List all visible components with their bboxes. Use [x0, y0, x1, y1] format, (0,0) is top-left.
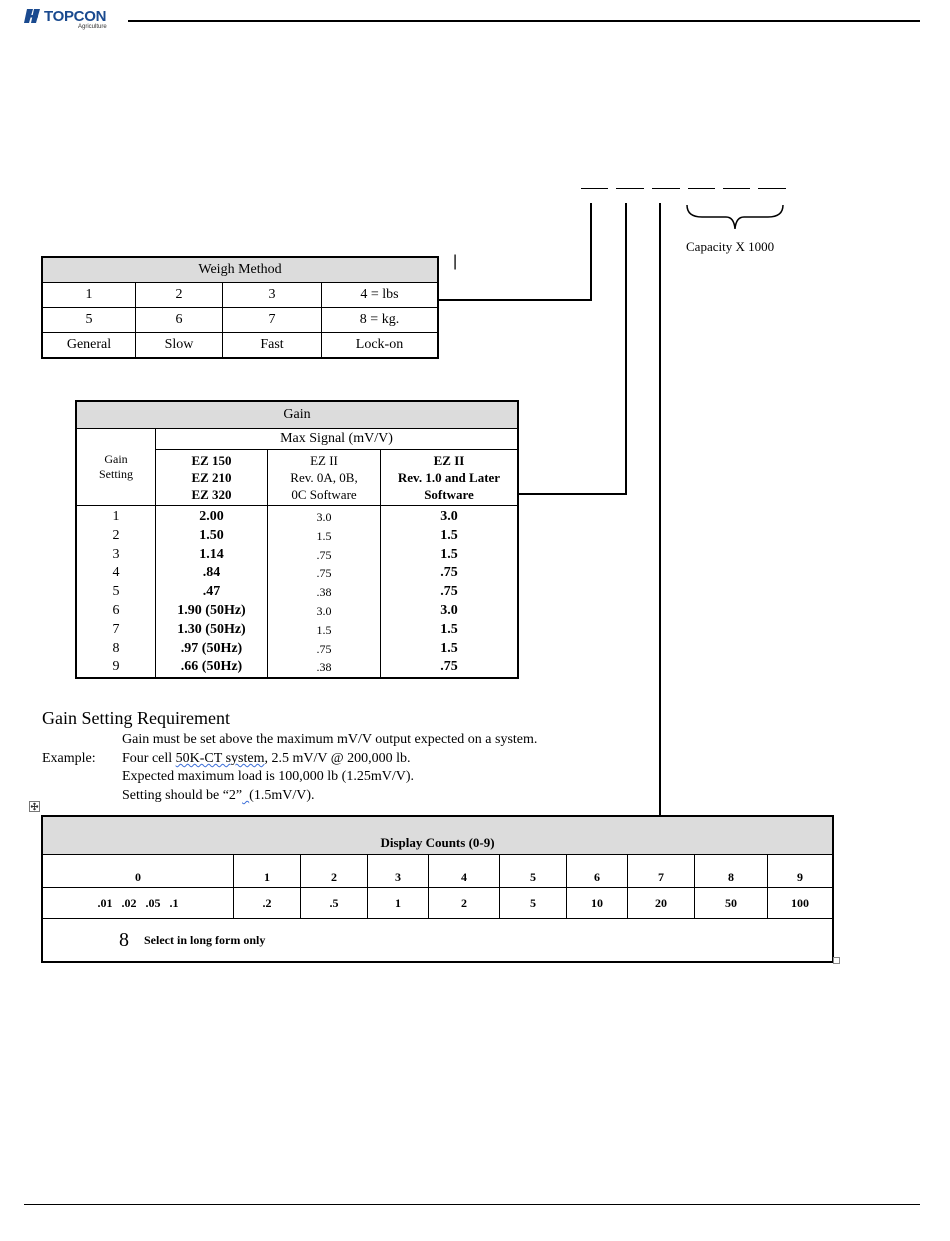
display-count-value: 2 [429, 888, 500, 919]
line2-post: , 2.5 mV/V @ 200,000 lb. [264, 751, 411, 766]
ez-signal-cell: .47 [156, 583, 268, 602]
gain-setting-cell: 6 [76, 602, 156, 621]
ez2-old-signal-cell: .75 [268, 640, 381, 659]
ez-signal-cell: 1.90 (50Hz) [156, 602, 268, 621]
note-number: 8 [119, 928, 129, 951]
gain-row [76, 621, 518, 640]
gain-setting-cell: 3 [76, 546, 156, 565]
ez2-new-signal-cell: 3.0 [381, 602, 519, 621]
note-text: Select in long form only [144, 932, 266, 947]
display-count-header: 0 [42, 855, 234, 888]
gain-setting-cell: 5 [76, 583, 156, 602]
ez-signal-cell: .84 [156, 564, 268, 583]
gain-row [76, 564, 518, 583]
gain-setting-cell: 1 [76, 506, 156, 527]
ez2-old-line: Rev. 0A, 0B, [290, 470, 358, 485]
weigh-method-title: Weigh Method [42, 257, 438, 283]
display-count-value: .01 .02 .05 .1 [42, 888, 234, 919]
gain-setting-cell: 7 [76, 621, 156, 640]
display-count-header: 1 [234, 855, 301, 888]
display-counts-title: Display Counts (0-9) [42, 816, 833, 855]
display-counts-header-row [42, 855, 833, 888]
ez2-new-signal-cell: .75 [381, 564, 519, 583]
ez2-old-signal-cell: .38 [268, 583, 381, 602]
ez2-new-signal-cell: .75 [381, 583, 519, 602]
footer-rule [24, 1204, 920, 1205]
display-count-header: 6 [567, 855, 628, 888]
gain-row [76, 583, 518, 602]
gain-setting-cell: 4 [76, 564, 156, 583]
gain-row [76, 640, 518, 659]
weigh-method-cell: Fast [223, 333, 322, 359]
ez2-new-signal-cell: 1.5 [381, 546, 519, 565]
gain-row [76, 602, 518, 621]
gain-setting-header-line: Gain [104, 452, 128, 466]
header-rule [128, 20, 920, 22]
logo-text: TOPCON [44, 8, 107, 25]
ez2-old-signal-cell: 3.0 [268, 506, 381, 527]
weigh-method-cell: 8 = kg. [322, 308, 439, 333]
ez-signal-cell: 1.14 [156, 546, 268, 565]
weigh-method-cell: 6 [136, 308, 223, 333]
display-count-header: 9 [768, 855, 834, 888]
display-count-header: 3 [368, 855, 429, 888]
gain-row [76, 506, 518, 527]
ez-model-line: EZ 320 [191, 487, 232, 502]
requirement-line-2 [122, 751, 411, 767]
ez2-old-signal-cell: 3.0 [268, 602, 381, 621]
table-resize-handle[interactable] [833, 957, 840, 964]
weigh-method-cell: General [42, 333, 136, 359]
line4-pre: Setting should be “2” [122, 788, 243, 803]
ez-model-line: EZ 210 [191, 470, 232, 485]
display-counts-table [41, 815, 834, 963]
topcon-logo [24, 8, 124, 34]
display-count-value: 5 [500, 888, 567, 919]
ez2-new-signal-cell: 1.5 [381, 640, 519, 659]
max-signal-header: Max Signal (mV/V) [156, 429, 519, 450]
weigh-method-cell: 3 [223, 283, 322, 308]
capacity-brace-icon [684, 203, 786, 233]
ez2-new-line: Software [424, 487, 474, 502]
ez-signal-cell: 2.00 [156, 506, 268, 527]
display-count-header: 8 [695, 855, 768, 888]
weigh-method-table [41, 256, 439, 359]
line2-flagged: 50K-CT system [175, 751, 265, 766]
line4-post: (1.5mV/V). [249, 788, 315, 803]
gain-row [76, 658, 518, 678]
gain-setting-cell: 2 [76, 527, 156, 546]
requirement-line-1: Gain must be set above the maximum mV/V output expected on a system. [122, 732, 538, 747]
weigh-method-cell: Lock-on [322, 333, 439, 359]
ez-model-line: EZ 150 [191, 453, 232, 468]
gain-row [76, 527, 518, 546]
ez2-new-signal-cell: 1.5 [381, 527, 519, 546]
weigh-method-cell: 2 [136, 283, 223, 308]
display-count-value: 100 [768, 888, 834, 919]
topcon-mark-icon [24, 9, 42, 23]
weigh-method-cell: 7 [223, 308, 322, 333]
display-count-value: 20 [628, 888, 695, 919]
gain-row [76, 546, 518, 565]
ez2-old-line: EZ II [310, 453, 338, 468]
weigh-method-cell: 5 [42, 308, 136, 333]
example-label: Example: [42, 751, 96, 766]
logo-subtitle: Agriculture [78, 24, 107, 30]
display-count-value: 10 [567, 888, 628, 919]
gain-setting-cell: 9 [76, 658, 156, 678]
display-counts-value-row [42, 888, 833, 919]
display-count-header: 2 [301, 855, 368, 888]
display-count-value: 1 [368, 888, 429, 919]
ez-signal-cell: 1.50 [156, 527, 268, 546]
ez2-old-signal-cell: .38 [268, 658, 381, 678]
ez2-new-signal-cell: .75 [381, 658, 519, 678]
requirement-heading: Gain Setting Requirement [42, 708, 230, 728]
gain-rows [76, 506, 518, 679]
ez-signal-cell: .97 (50Hz) [156, 640, 268, 659]
ez2-new-line: Rev. 1.0 and Later [397, 470, 501, 485]
table-move-handle-icon[interactable] [29, 801, 40, 812]
gain-setting-header-line: Setting [98, 467, 133, 481]
display-counts-note [42, 919, 833, 963]
display-count-value: .5 [301, 888, 368, 919]
display-count-value: 50 [695, 888, 768, 919]
weigh-method-cell: Slow [136, 333, 223, 359]
ez2-old-header [268, 450, 381, 506]
ez2-new-header [381, 450, 519, 506]
cursor-mark: | [453, 253, 458, 270]
display-count-header: 7 [628, 855, 695, 888]
ez2-new-signal-cell: 3.0 [381, 506, 519, 527]
weigh-method-cell: 1 [42, 283, 136, 308]
gain-setting-cell: 8 [76, 640, 156, 659]
capacity-label: Capacity X 1000 [686, 239, 775, 254]
requirement-line-4 [122, 788, 314, 804]
ez2-new-line: EZ II [433, 453, 465, 468]
ez2-old-line: 0C Software [291, 487, 357, 502]
gain-title: Gain [76, 401, 518, 429]
display-count-value: .2 [234, 888, 301, 919]
line2-pre: Four cell [122, 751, 176, 766]
gain-table [75, 400, 519, 679]
ez-model-header [156, 450, 268, 506]
display-count-header: 4 [429, 855, 500, 888]
ez2-old-signal-cell: .75 [268, 564, 381, 583]
weigh-method-cell: 4 = lbs [322, 283, 439, 308]
ez-signal-cell: 1.30 (50Hz) [156, 621, 268, 640]
display-count-header: 5 [500, 855, 567, 888]
ez2-old-signal-cell: 1.5 [268, 527, 381, 546]
ez-signal-cell: .66 (50Hz) [156, 658, 268, 678]
ez2-old-signal-cell: 1.5 [268, 621, 381, 640]
gain-setting-header [76, 429, 156, 506]
ez2-old-signal-cell: .75 [268, 546, 381, 565]
ez2-new-signal-cell: 1.5 [381, 621, 519, 640]
requirement-line-3: Expected maximum load is 100,000 lb (1.25mV/V). [122, 769, 415, 784]
